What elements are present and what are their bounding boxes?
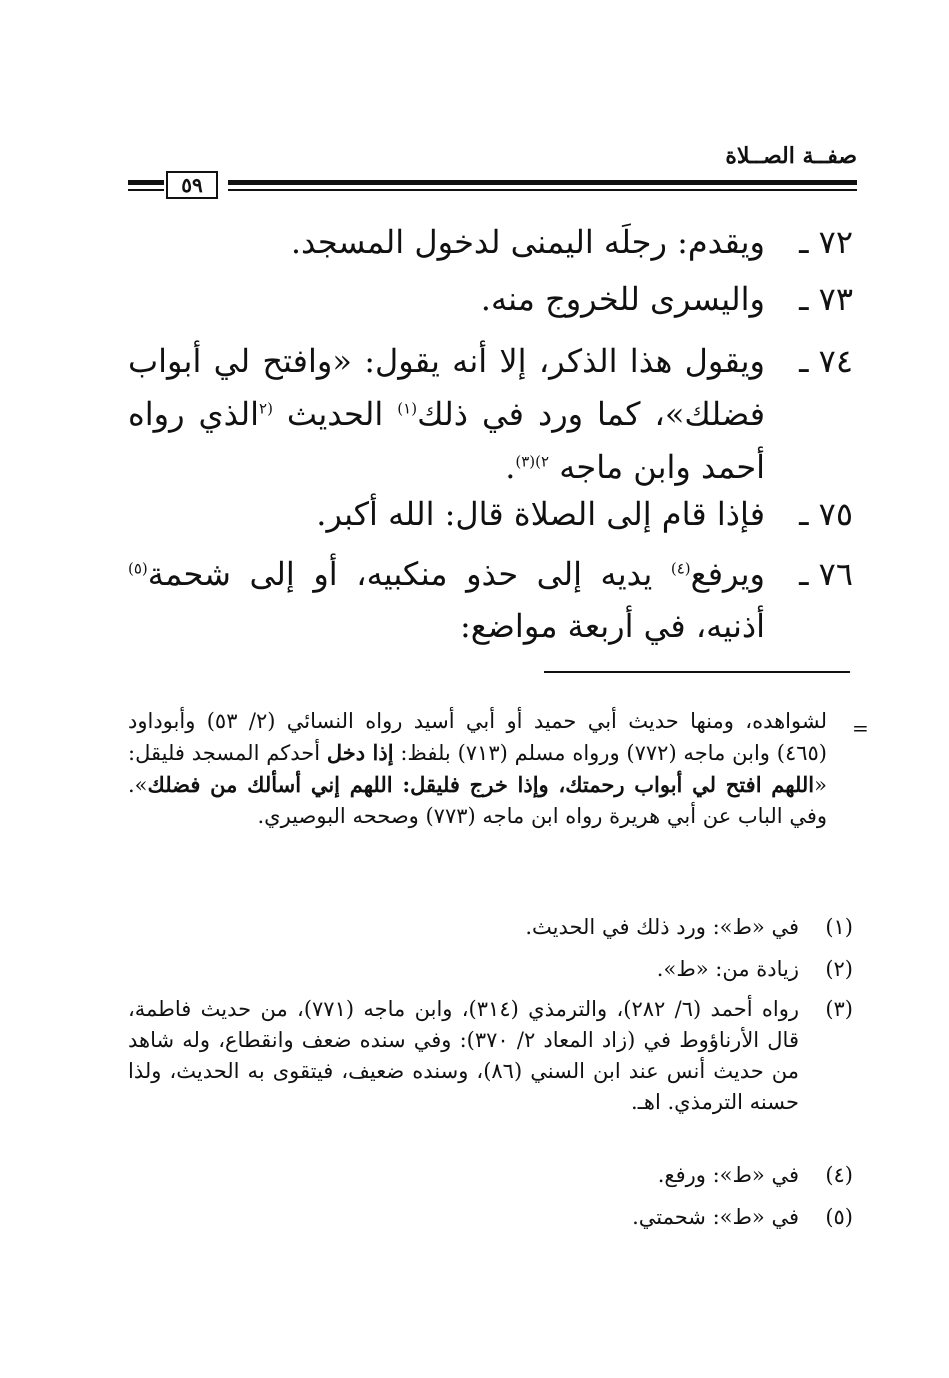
item-number: ٧٥ ـ xyxy=(799,495,853,533)
footnote-number: (٤) xyxy=(825,1163,853,1187)
item-text: فإذا قام إلى الصلاة قال: الله أكبر. xyxy=(316,495,765,533)
item-text xyxy=(128,335,765,494)
item-72 xyxy=(128,218,853,266)
item-number: ٧٣ ـ xyxy=(799,280,853,318)
item-76 xyxy=(128,548,853,652)
item-number: ٧٦ ـ xyxy=(799,555,853,593)
footnote-text-part: لشواهده، ومنها حديث أبي حميد أو أبي أسيد رواه النسائي (٢/ ٥٣) وأبوداود (٤٦٥) وابن ماجه (٧٧٢) ورواه مسلم (٧١٣) بلفظ: xyxy=(128,709,827,765)
footnote-text: في «ط»: ورد ذلك في الحديث. xyxy=(525,915,799,939)
item-text-part: . xyxy=(505,448,516,486)
item-text-part: ويقول هذا الذكر، إلا أنه يقول: «وافتح لي أبواب فضلك»، كما ورد في ذلك xyxy=(128,342,766,433)
footnote-4 xyxy=(128,1160,853,1191)
hadith-text-bold: اللهم افتح لي أبواب رحمتك، وإذا خرج فليقل: اللهم إني أسألك من فضلك xyxy=(147,772,815,797)
page-number: ٥٩ xyxy=(166,171,218,199)
header-rule xyxy=(228,189,857,191)
footnote-number: (٢) xyxy=(825,957,853,981)
footnote-text-part: أحدكم المسجد فليقل: « xyxy=(128,741,827,797)
item-number: ٧٤ ـ xyxy=(799,342,853,380)
header-rule xyxy=(128,180,164,185)
footnote-text: في «ط»: ورفع. xyxy=(657,1163,799,1187)
footnote-ref: (٢ xyxy=(259,399,273,418)
footnote-1 xyxy=(128,912,853,943)
continuation-mark: = xyxy=(852,716,869,740)
header-rule xyxy=(228,180,857,185)
footnote-2 xyxy=(128,954,853,985)
item-text-part: أذنيه، في أربعة مواضع: xyxy=(459,607,765,645)
footnote-divider xyxy=(544,671,850,673)
item-text-part: ويرفع xyxy=(690,555,765,593)
running-title: صفــة الصــلاة xyxy=(725,143,857,169)
item-text-part: الحديث xyxy=(272,395,398,433)
footnote-number: (١) xyxy=(825,915,853,939)
footnote-number: (٥) xyxy=(825,1205,853,1229)
item-73 xyxy=(128,275,853,323)
hadith-text-bold: إذا دخل xyxy=(326,740,394,765)
header-rule xyxy=(128,189,164,191)
item-75 xyxy=(128,490,853,538)
footnote-ref: (١) xyxy=(397,399,418,418)
footnote-number: (٣) xyxy=(825,997,853,1021)
footnote-ref: (٤) xyxy=(670,559,691,578)
footnote-text-part: ». وفي الباب عن أبي هريرة رواه ابن ماجه (٧٧٣) وصححه البوصيري. xyxy=(128,773,827,828)
footnote-ref: ٢)(٣) xyxy=(515,452,550,471)
footnote-text: رواه أحمد (٦/ ٢٨٢)، والترمذي (٣١٤)، وابن ماجه (٧٧١)، من حديث فاطمة، قال الأرناؤوط في (زاد المعاد ٢/ ٣٧٠): وفي سنده ضعف وانقطاع، وله شاهد من حديث أنس عند ابن السني (٨٦)، وسنده ضعيف، فيتقوى به الحديث، ولذا حسنه الترمذي. اهـ. xyxy=(128,997,799,1114)
footnote-3 xyxy=(128,994,853,1118)
item-text: واليسرى للخروج منه. xyxy=(480,280,765,318)
item-number: ٧٢ ـ xyxy=(799,223,853,261)
footnote-continuation xyxy=(128,706,827,832)
footnote-5 xyxy=(128,1202,853,1233)
item-74 xyxy=(128,335,853,494)
footnote-ref: (٥) xyxy=(128,559,148,578)
item-text-part: يديه إلى حذو منكبيه، أو إلى شحمة xyxy=(147,555,671,593)
footnote-text: زيادة من: «ط». xyxy=(656,957,799,981)
item-text xyxy=(128,548,765,652)
item-text-part: الذي رواه أحمد وابن ماجه xyxy=(128,395,765,486)
footnote-text: في «ط»: شحمتي. xyxy=(632,1205,799,1229)
item-text: ويقدم: رجلَه اليمنى لدخول المسجد. xyxy=(290,223,765,261)
